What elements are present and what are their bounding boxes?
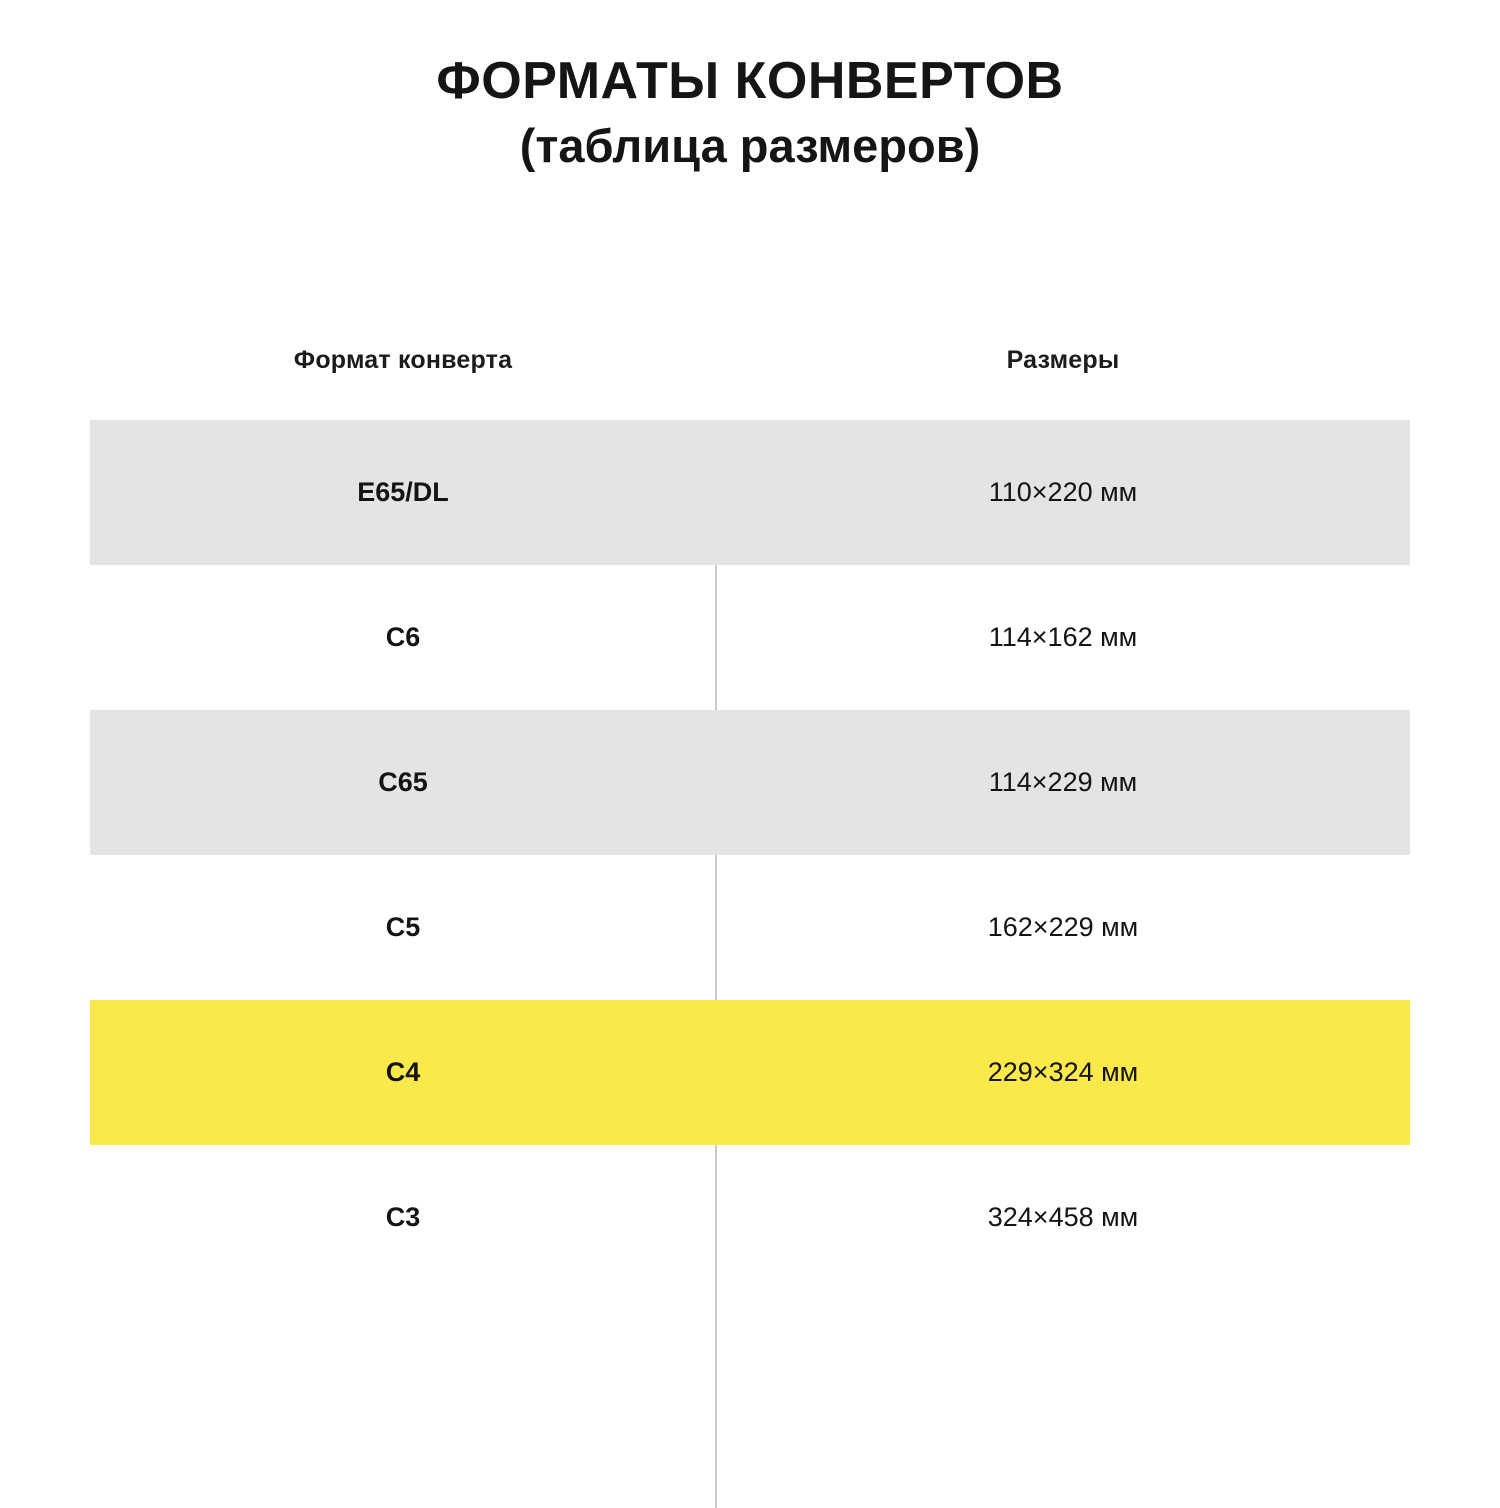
table-row <box>90 855 1410 1000</box>
cell-size: 110×220 мм <box>988 477 1138 507</box>
page-title-subtitle: (таблица размеров) <box>519 118 981 172</box>
cell-size: 229×324 мм <box>987 1057 1139 1087</box>
table-row-highlighted <box>90 1000 1410 1145</box>
cell-format: C65 <box>378 767 428 797</box>
cell-format: C4 <box>385 1057 421 1087</box>
page-title <box>0 0 1500 174</box>
cell-format: E65/DL <box>357 477 449 507</box>
cell-size: 114×162 мм <box>988 622 1138 652</box>
table-row <box>90 1145 1410 1290</box>
table-row <box>90 420 1410 565</box>
table-header-row <box>90 300 1410 420</box>
cell-size: 162×229 мм <box>987 912 1139 942</box>
sizes-table <box>90 300 1410 1290</box>
column-header-size: Размеры <box>1006 345 1120 374</box>
cell-format: C3 <box>385 1202 421 1232</box>
cell-size: 324×458 мм <box>987 1202 1139 1232</box>
cell-format: C5 <box>385 912 421 942</box>
column-header-format: Формат конверта <box>293 345 513 374</box>
table-body <box>90 420 1410 1290</box>
cell-size: 114×229 мм <box>988 767 1138 797</box>
page-title-main: ФОРМАТЫ КОНВЕРТОВ <box>436 52 1064 110</box>
cell-format: C6 <box>385 622 421 652</box>
table-row <box>90 565 1410 710</box>
table-row <box>90 710 1410 855</box>
